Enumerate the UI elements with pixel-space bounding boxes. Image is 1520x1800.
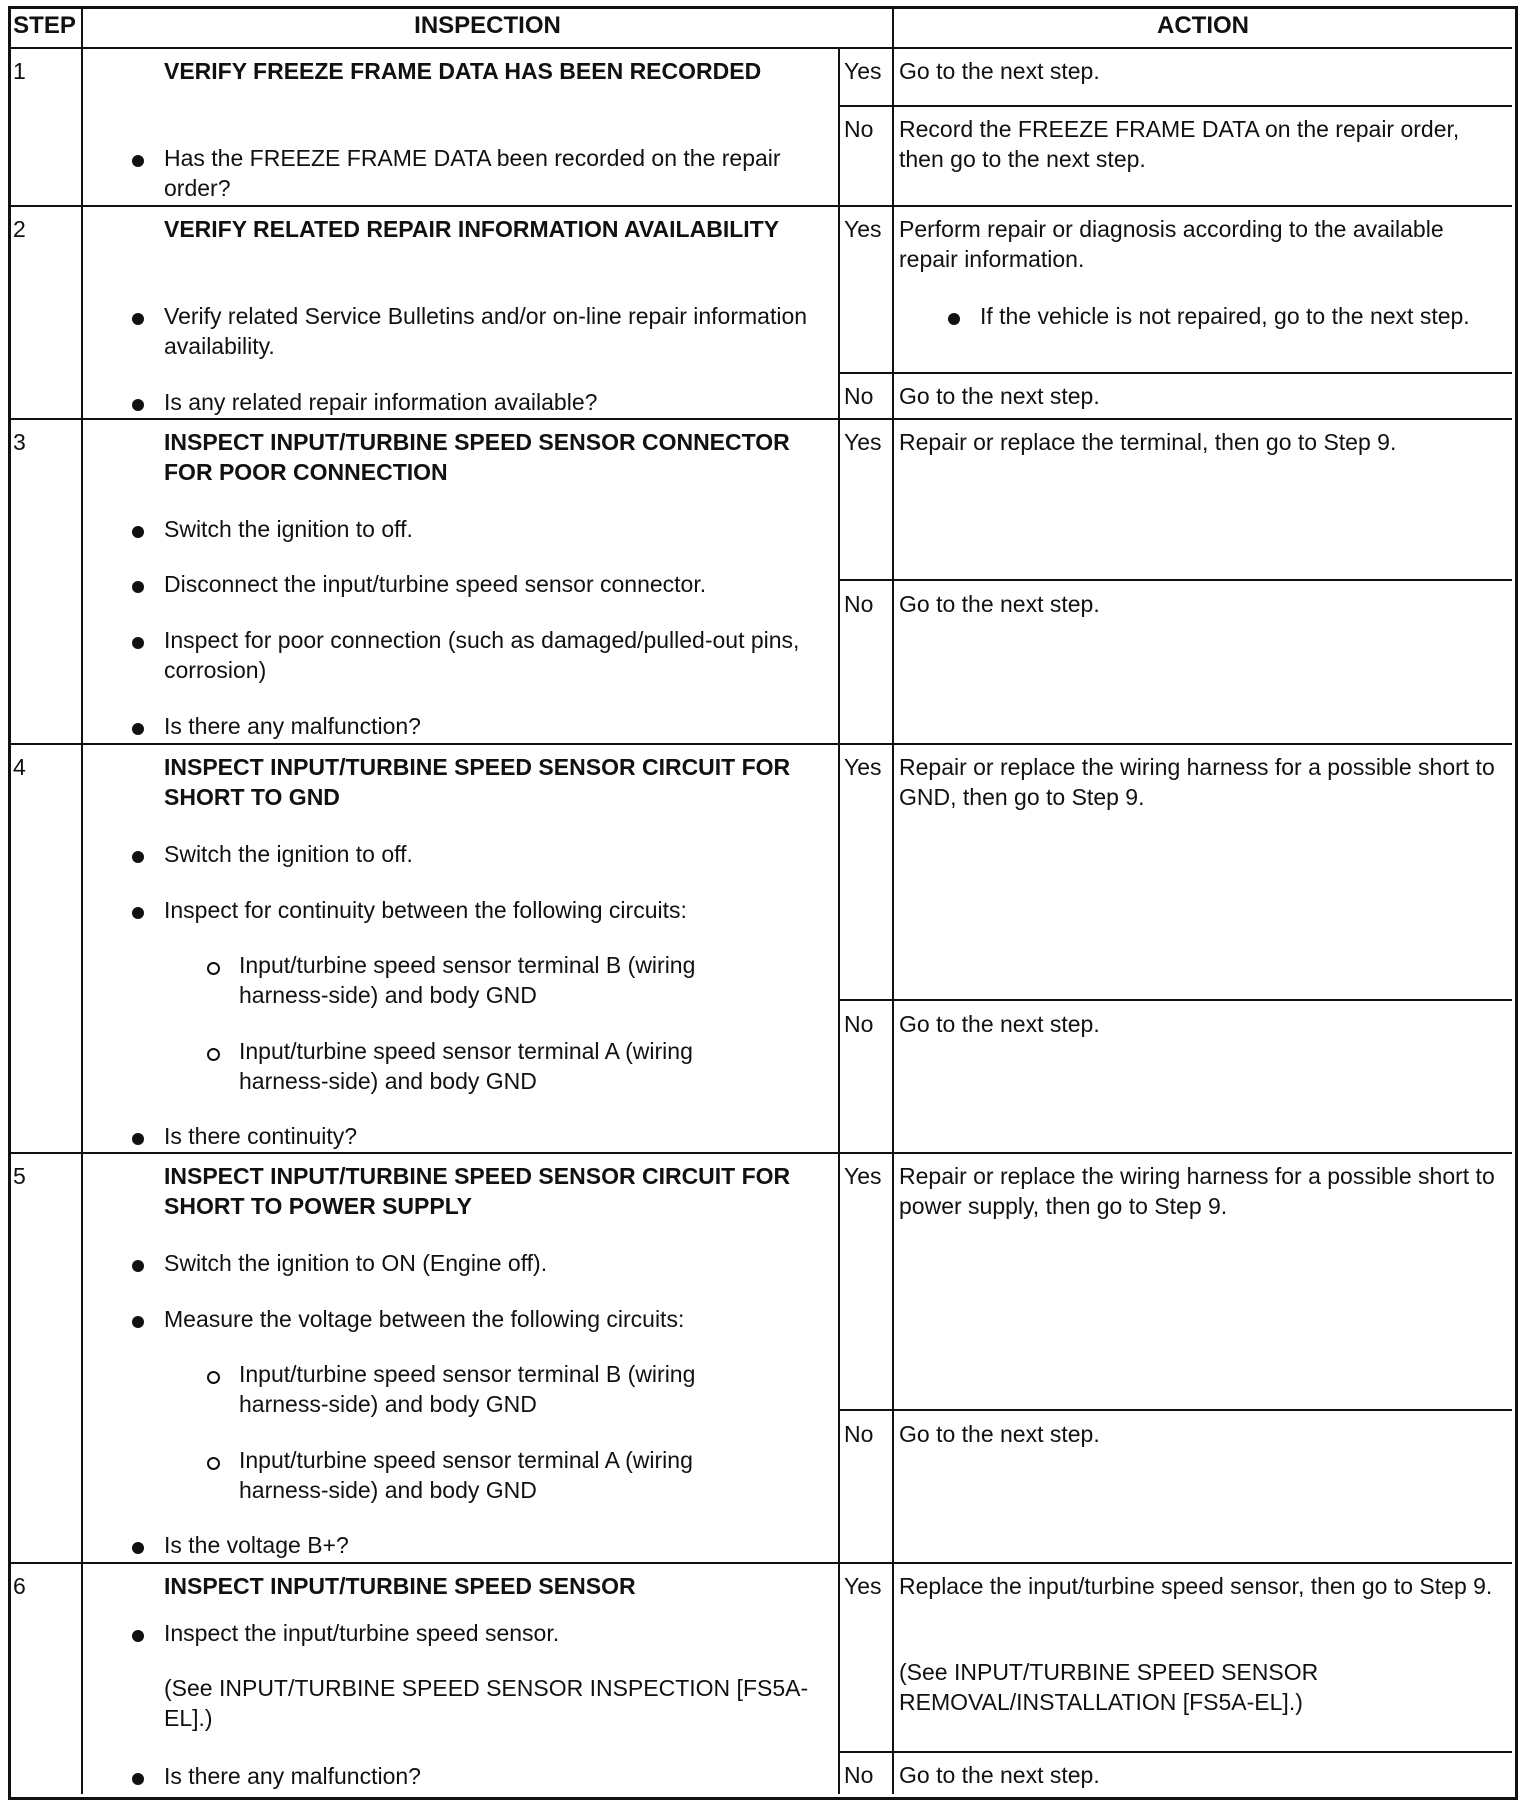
inspection-subitem: Input/turbine speed sensor terminal B (wiring harness-side) and body GND [239,952,696,1008]
row-divider [8,205,1512,207]
yes-no-divider [838,579,1512,581]
no-action: Go to the next step. [899,1011,1100,1037]
bullet-icon [132,851,144,863]
yes-action-subitem: If the vehicle is not repaired, go to the next step. [980,303,1470,329]
no-label: No [844,383,874,409]
step-title: INSPECT INPUT/TURBINE SPEED SENSOR CONNECTOR FOR POOR CONNECTION [164,429,790,485]
inspection-item: Inspect for poor connection (such as damaged/pulled-out pins, corrosion) [164,627,800,683]
header-divider [8,47,1512,49]
no-label: No [844,1011,874,1037]
step-number: 6 [13,1573,26,1599]
yes-action: Go to the next step. [899,58,1100,84]
yes-no-divider [838,1751,1512,1753]
inspection-item: Measure the voltage between the following circuits: [164,1306,685,1332]
yes-label: Yes [844,216,882,242]
bullet-icon [132,1542,144,1554]
yes-label: Yes [844,429,882,455]
inspection-item: Is there any malfunction? [164,1763,421,1789]
bullet-icon [132,581,144,593]
sub-bullet-icon [207,1048,220,1061]
inspection-subitem: Input/turbine speed sensor terminal A (wiring harness-side) and body GND [239,1038,693,1094]
header-step: STEP [13,12,76,39]
inspection-note: (See INPUT/TURBINE SPEED SENSOR INSPECTION [FS5A-EL].) [164,1675,809,1731]
inspection-item: Is the voltage B+? [164,1532,349,1558]
step-title: VERIFY RELATED REPAIR INFORMATION AVAILABILITY [164,216,780,242]
bullet-icon [948,313,960,325]
yes-action: Repair or replace the wiring harness for a possible short to power supply, then go to Step 9. [899,1163,1495,1219]
step-column-divider [81,6,83,1794]
no-action: Go to the next step. [899,591,1100,617]
bullet-icon [132,637,144,649]
sub-bullet-icon [207,1371,220,1384]
inspection-action-divider [892,6,894,1794]
bullet-icon [132,155,144,167]
header-inspection: INSPECTION [414,12,561,39]
row-divider [8,743,1512,745]
no-label: No [844,116,874,142]
inspection-item: Is there continuity? [164,1123,358,1149]
bullet-icon [132,907,144,919]
inspection-item: Switch the ignition to ON (Engine off). [164,1250,548,1276]
yes-label: Yes [844,1163,882,1189]
inspection-item: Is there any malfunction? [164,713,421,739]
sub-bullet-icon [207,962,220,975]
no-action: Go to the next step. [899,1762,1100,1788]
step-number: 5 [13,1163,26,1189]
step-number: 1 [13,58,26,84]
bullet-icon [132,313,144,325]
inspection-item: Disconnect the input/turbine speed sensor connector. [164,571,707,597]
inspection-item: Verify related Service Bulletins and/or on-line repair information availability. [164,303,808,359]
bullet-icon [132,1630,144,1642]
inspection-item: Inspect the input/turbine speed sensor. [164,1620,560,1646]
bullet-icon [132,1773,144,1785]
yes-action: Repair or replace the wiring harness for a possible short to GND, then go to Step 9. [899,754,1495,810]
yes-no-divider [838,372,1512,374]
header-action: ACTION [1157,12,1249,39]
inspection-subitem: Input/turbine speed sensor terminal B (wiring harness-side) and body GND [239,1361,696,1417]
yes-label: Yes [844,754,882,780]
inspection-item: Has the FREEZE FRAME DATA been recorded on the repair order? [164,145,781,201]
yes-no-divider [838,1409,1512,1411]
inspection-subitem: Input/turbine speed sensor terminal A (wiring harness-side) and body GND [239,1447,693,1503]
inspection-item: Switch the ignition to off. [164,841,413,867]
bullet-icon [132,1133,144,1145]
step-title: VERIFY FREEZE FRAME DATA HAS BEEN RECORDED [164,58,762,84]
diagnostic-procedure-page [8,6,1512,1794]
bullet-icon [132,1260,144,1272]
step-title: INSPECT INPUT/TURBINE SPEED SENSOR CIRCUIT FOR SHORT TO POWER SUPPLY [164,1163,791,1219]
step-number: 2 [13,216,26,242]
bullet-icon [132,723,144,735]
sub-bullet-icon [207,1457,220,1470]
inspection-item: Switch the ignition to off. [164,516,413,542]
yes-action: Replace the input/turbine speed sensor, then go to Step 9. [899,1573,1493,1599]
yes-action: Perform repair or diagnosis according to the available repair information. [899,216,1444,272]
yes-label: Yes [844,58,882,84]
no-action: Go to the next step. [899,383,1100,409]
yes-no-divider [838,105,1512,107]
inspection-item: Inspect for continuity between the following circuits: [164,897,687,923]
no-action: Go to the next step. [899,1421,1100,1447]
bullet-icon [132,526,144,538]
bullet-icon [132,1316,144,1328]
no-label: No [844,1421,874,1447]
no-label: No [844,591,874,617]
yes-label: Yes [844,1573,882,1599]
row-divider [8,1152,1512,1154]
yes-no-divider [838,999,1512,1001]
yes-no-column-divider [838,47,840,1794]
step-number: 4 [13,754,26,780]
bullet-icon [132,399,144,411]
no-label: No [844,1762,874,1788]
yes-action: Repair or replace the terminal, then go to Step 9. [899,429,1397,455]
step-number: 3 [13,429,26,455]
inspection-item: Is any related repair information available? [164,389,598,415]
yes-action-note: (See INPUT/TURBINE SPEED SENSOR REMOVAL/INSTALLATION [FS5A-EL].) [899,1659,1319,1715]
no-action: Record the FREEZE FRAME DATA on the repair order, then go to the next step. [899,116,1460,172]
row-divider [8,1562,1512,1564]
step-title: INSPECT INPUT/TURBINE SPEED SENSOR [164,1573,636,1599]
step-title: INSPECT INPUT/TURBINE SPEED SENSOR CIRCUIT FOR SHORT TO GND [164,754,791,810]
row-divider [8,418,1512,420]
